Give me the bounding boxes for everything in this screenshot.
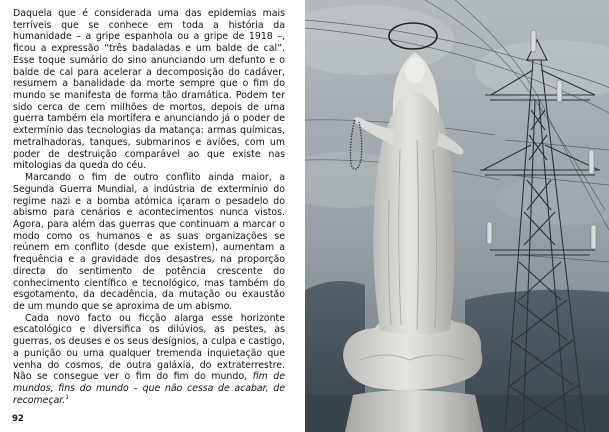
body-text: [13, 8, 285, 406]
page-number: 92: [12, 414, 24, 424]
paragraph-2: Marcando o fim de outro conflito ainda maior, a Segunda Guerra Mundial, a indústria de extermínio do regime nazi e a bomba atómica içaram o pesadelo do abismo para cenários e acontecimentos nunca vistos. Agora, para além das guerras que continuam a marcar o modo como os humanos e as suas organizações se reúnem em conflito (desde que existem), aumentam a frequência e a gravidade dos desastres, na proporção directa do sentimento de potência crescente do conhecimento científico e tecnológico, mas também do esgotamento, da decadência, da mutação ou exaustão de um mundo que se aproxima de um abismo.: [13, 172, 285, 312]
statue-pedestal: [345, 390, 483, 432]
paragraph-1: Daquela que é considerada uma das epidemias mais terríveis que se conhece em toda a história da humanidade – a gripe espanhola ou a gripe de 1918 –, ficou a expressão “três badaladas e um balde de cal”. Esse toque sumário do sino anunciando um defunto e o balde de cal para acelerar a decomposição do cadáver, resumem a banalidade da morte sempre que o fim do mundo se manifesta de forma tão dramática. Podem ter sido cerca de cem milhões de mortos, depois de uma guerra também ela mortífera e anunciando já o poder de extermínio das tecnologias da matança: armas químicas, metralhadoras, tanques, submarinos e aviões, com um poder de destruição comparável ao que existe nas mitologias da queda do céu.: [13, 8, 285, 172]
statue-face: [405, 57, 425, 83]
paragraph-3-text: Cada novo facto ou ficção alarga esse horizonte escatológico e diversifica os dilúvios, as pestes, as guerras, os deuses e os seus desígnios, a culpa e castigo, a punição ou uma qualquer tremenda inquietação que venha do cosmos, de outra galáxia, do extraterrestre. Não se consegue ver o fim do fim do mundo,: [13, 312, 285, 383]
footnote-marker: 1: [65, 393, 70, 401]
photo-statue-pylon: [305, 0, 609, 432]
paragraph-3: [13, 313, 285, 407]
paragraph-3-italic: fim de mundos, fins do mundo – que não cessa de acabar, de recomeçar.: [13, 371, 285, 406]
right-page: [305, 0, 609, 432]
